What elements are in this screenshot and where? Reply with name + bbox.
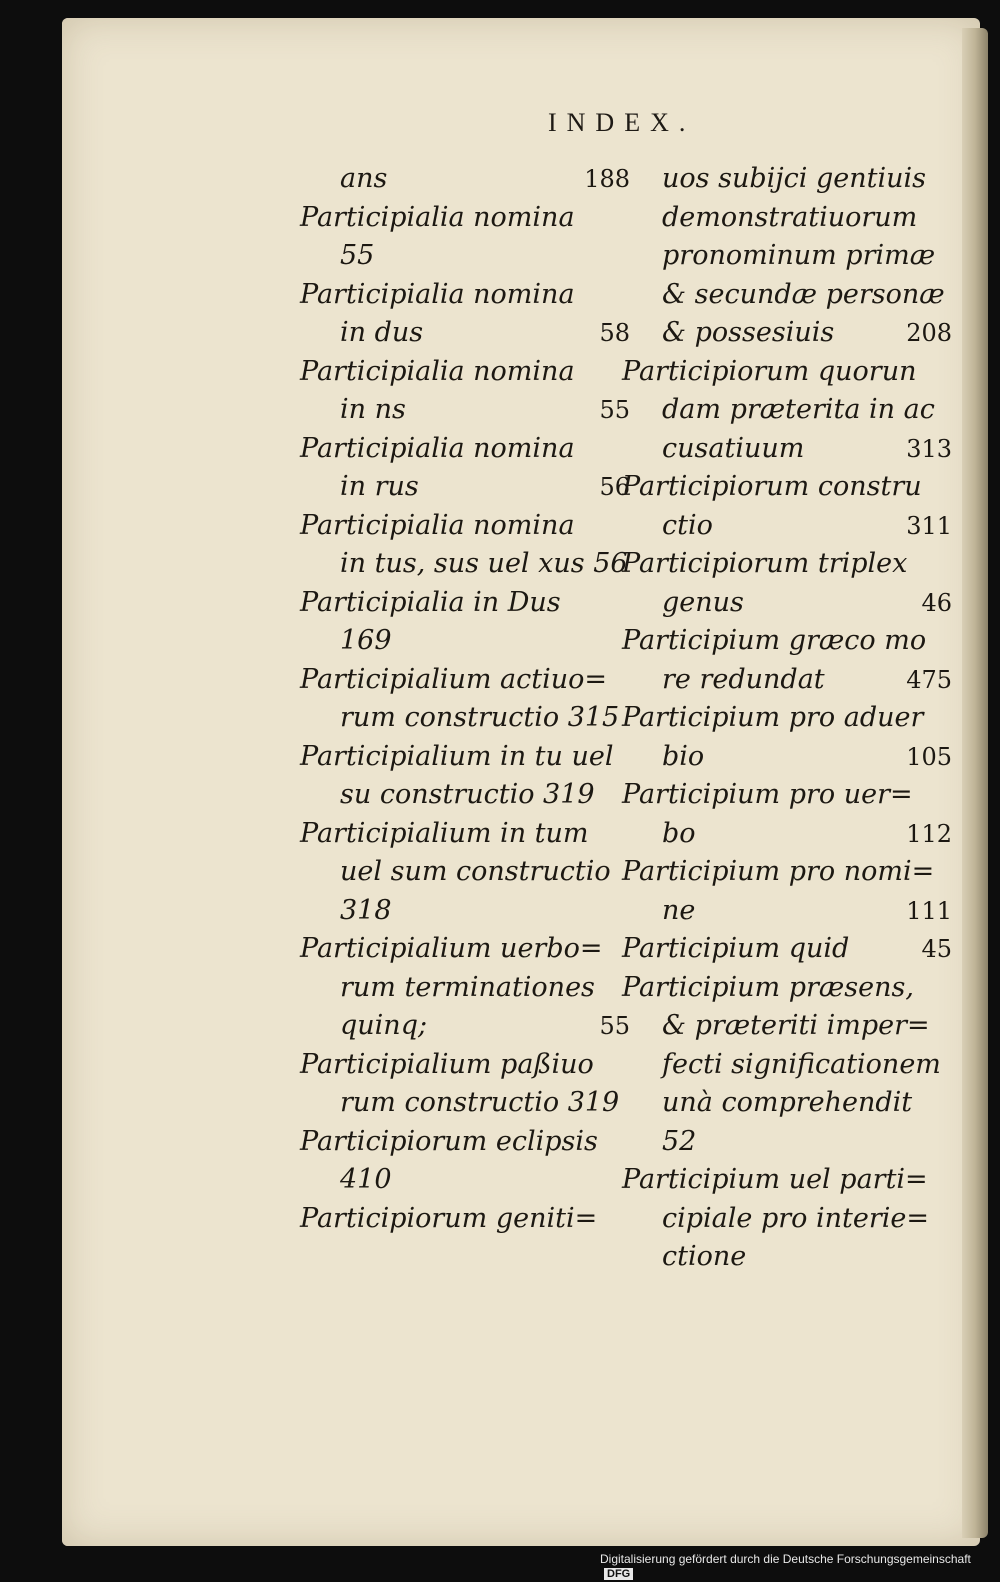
entry-text: Participiorum triplex — [622, 548, 908, 579]
entry-text: Participialia nomina — [300, 432, 575, 464]
entry-text: bo — [662, 817, 696, 849]
entry-text: Participialia nomina — [300, 278, 575, 310]
index-entry-line — [622, 892, 952, 931]
entry-text: 169 — [340, 625, 392, 656]
entry-text: demonstratiuorum — [662, 201, 918, 233]
index-entry-line — [622, 276, 952, 315]
entry-text: Participiorum quorun — [622, 355, 917, 387]
index-entry-line — [622, 468, 952, 507]
entry-text: Participium præsens, — [622, 971, 914, 1003]
index-entry — [622, 699, 952, 776]
entry-text: quinq; — [340, 1010, 428, 1041]
page-header: INDEX. — [548, 108, 696, 137]
index-entry-line — [622, 969, 952, 1008]
entry-text: Participialia nomina — [300, 355, 575, 387]
index-entry-line — [622, 1084, 952, 1123]
index-entry — [300, 661, 630, 738]
index-entry-line — [300, 160, 630, 199]
page-number: 46 — [921, 588, 952, 617]
index-entry — [300, 353, 630, 430]
index-entry — [622, 1161, 952, 1277]
index-entry-line — [300, 699, 630, 738]
entry-text: pronominum primæ — [662, 240, 936, 271]
entry-text: cipiale pro interie= — [662, 1202, 929, 1234]
index-entry-line — [300, 237, 630, 276]
index-entry-line — [622, 776, 952, 815]
index-entry-line — [622, 699, 952, 738]
index-entry-line — [300, 1200, 630, 1239]
entry-text: Participium uel parti= — [622, 1164, 928, 1195]
index-entry — [622, 622, 952, 699]
page-number: 55 — [599, 396, 630, 424]
page-number: 55 — [599, 1012, 630, 1040]
entry-text: 318 — [340, 894, 392, 926]
index-entry-line — [300, 853, 630, 892]
page-number: 208 — [906, 319, 952, 347]
entry-text: in rus — [340, 471, 419, 502]
index-entry-line — [300, 1084, 630, 1123]
index-entry-line — [300, 622, 630, 661]
index-entry — [622, 545, 952, 622]
entry-text: ans — [340, 163, 388, 194]
index-entry — [300, 160, 630, 199]
index-entry-line — [622, 815, 952, 854]
index-entry-line — [300, 584, 630, 623]
entry-text: Participialium in tu uel — [300, 740, 614, 772]
index-entry-line — [622, 160, 952, 199]
index-entry-line — [300, 468, 630, 507]
index-entry-line — [300, 1007, 630, 1046]
index-entry-line — [300, 892, 630, 931]
entry-text: Participialium in tum — [300, 817, 589, 849]
entry-text: genus — [662, 586, 744, 618]
index-entry-line — [622, 738, 952, 777]
footer-credit — [600, 1552, 1000, 1580]
index-entry-line — [622, 1161, 952, 1200]
page-number: 111 — [906, 896, 952, 925]
entry-text: re redundat — [662, 663, 825, 695]
entry-text: in ns — [340, 394, 406, 425]
index-entry-line — [300, 661, 630, 700]
footer-text: Digitalisierung gefördert durch die Deutsche Forschungsgemeinschaft — [600, 1552, 971, 1566]
index-entry — [622, 853, 952, 930]
index-entry-line — [622, 199, 952, 238]
index-entry-line — [300, 353, 630, 392]
index-entry-line — [300, 507, 630, 546]
entry-text: Participium quid — [622, 933, 850, 964]
page-number: 313 — [906, 434, 952, 463]
index-entry-line — [300, 815, 630, 854]
index-entry — [300, 584, 630, 661]
entry-text: Participium pro uer= — [622, 779, 913, 810]
index-entry-line — [622, 314, 952, 353]
index-entry-line — [300, 545, 630, 584]
entry-text: fecti significationem — [662, 1048, 941, 1080]
entry-text: ctione — [662, 1241, 747, 1272]
entry-text: Participialium uerbo= — [300, 933, 603, 964]
entry-text: uel sum constructio — [340, 856, 611, 887]
entry-text: Participialia in Dus — [300, 586, 561, 618]
index-entry-line — [622, 1123, 952, 1162]
index-entry — [300, 1123, 630, 1200]
entry-text: Participium græco mo — [622, 625, 927, 656]
page-edge — [962, 28, 988, 1538]
entry-text: & præteriti imper= — [662, 1010, 930, 1041]
index-entry — [622, 353, 952, 469]
index-entry-line — [300, 1123, 630, 1162]
index-entry-line — [300, 391, 630, 430]
entry-text: cusatiuum — [662, 432, 805, 464]
index-entry-line — [622, 353, 952, 392]
index-entry-line — [622, 1238, 952, 1277]
page-number: 475 — [906, 665, 952, 694]
index-entry — [300, 507, 630, 584]
entry-text: & secundæ personæ — [662, 278, 945, 310]
entry-text: Participialia nomina — [300, 201, 575, 233]
index-entry-line — [300, 1046, 630, 1085]
index-entry — [300, 430, 630, 507]
index-entry-line — [300, 1161, 630, 1200]
entry-text: su constructio 319 — [340, 779, 595, 810]
index-column-left — [300, 160, 630, 1238]
index-entry-line — [300, 969, 630, 1008]
entry-text: Participium pro nomi= — [622, 856, 935, 887]
entry-text: Participialium paßiuo — [300, 1048, 594, 1080]
index-entry — [300, 199, 630, 276]
index-entry — [300, 1046, 630, 1123]
entry-text: unà comprehendit — [662, 1087, 913, 1118]
entry-text: rum constructio 315 — [340, 702, 620, 733]
index-entry-line — [622, 930, 952, 969]
index-entry-line — [622, 622, 952, 661]
page-number: 105 — [906, 742, 952, 771]
index-entry — [622, 969, 952, 1162]
index-entry — [300, 815, 630, 931]
index-entry-line — [300, 276, 630, 315]
page-number: 112 — [906, 819, 952, 848]
entry-text: Participiorum geniti= — [300, 1202, 598, 1234]
entry-text: 55 — [340, 240, 375, 271]
index-entry-line — [622, 237, 952, 276]
index-entry-line — [622, 507, 952, 546]
entry-text: in dus — [340, 317, 424, 348]
entry-text: dam præterita in ac — [662, 394, 935, 425]
page-number: 311 — [906, 511, 952, 540]
entry-text: & possesiuis — [662, 317, 835, 348]
entry-text: in tus, sus uel xus 56 — [340, 548, 628, 579]
index-entry-line — [300, 776, 630, 815]
index-entry-line — [300, 738, 630, 777]
index-entry — [300, 930, 630, 1046]
dfg-logo: DFG — [604, 1568, 633, 1580]
index-entry-line — [622, 545, 952, 584]
page-number: 45 — [921, 935, 952, 963]
entry-text: bio — [662, 740, 705, 772]
entry-text: Participialium actiuo= — [300, 663, 608, 695]
index-entry — [622, 160, 952, 353]
index-entry-line — [622, 1046, 952, 1085]
entry-text: Participiorum eclipsis — [300, 1125, 598, 1157]
index-column-right — [622, 160, 952, 1277]
page-number: 188 — [584, 165, 630, 193]
entry-text: ne — [662, 894, 696, 926]
entry-text: rum terminationes — [340, 971, 595, 1003]
entry-text: ctio — [662, 509, 713, 541]
index-entry-line — [300, 314, 630, 353]
index-entry — [300, 276, 630, 353]
index-entry-line — [300, 930, 630, 969]
entry-text: Participialia nomina — [300, 509, 575, 541]
index-entry-line — [622, 430, 952, 469]
entry-text: Participiorum constru — [622, 471, 922, 502]
entry-text: uos subijci gentiuis — [662, 163, 926, 194]
index-entry — [300, 738, 630, 815]
index-entry — [622, 468, 952, 545]
index-entry-line — [622, 853, 952, 892]
index-entry-line — [622, 391, 952, 430]
entry-text: 52 — [662, 1125, 697, 1157]
page-number: 58 — [599, 319, 630, 347]
entry-text: 410 — [340, 1164, 392, 1195]
index-entry-line — [622, 661, 952, 700]
index-entry-line — [622, 584, 952, 623]
entry-text: rum constructio 319 — [340, 1087, 620, 1118]
index-entry-line — [300, 199, 630, 238]
index-entry — [300, 1200, 630, 1239]
index-entry-line — [622, 1200, 952, 1239]
entry-text: Participium pro aduer — [622, 702, 924, 733]
index-entry-line — [300, 430, 630, 469]
index-entry — [622, 930, 952, 969]
index-entry-line — [622, 1007, 952, 1046]
page-number: 56 — [599, 473, 630, 501]
index-entry — [622, 776, 952, 853]
